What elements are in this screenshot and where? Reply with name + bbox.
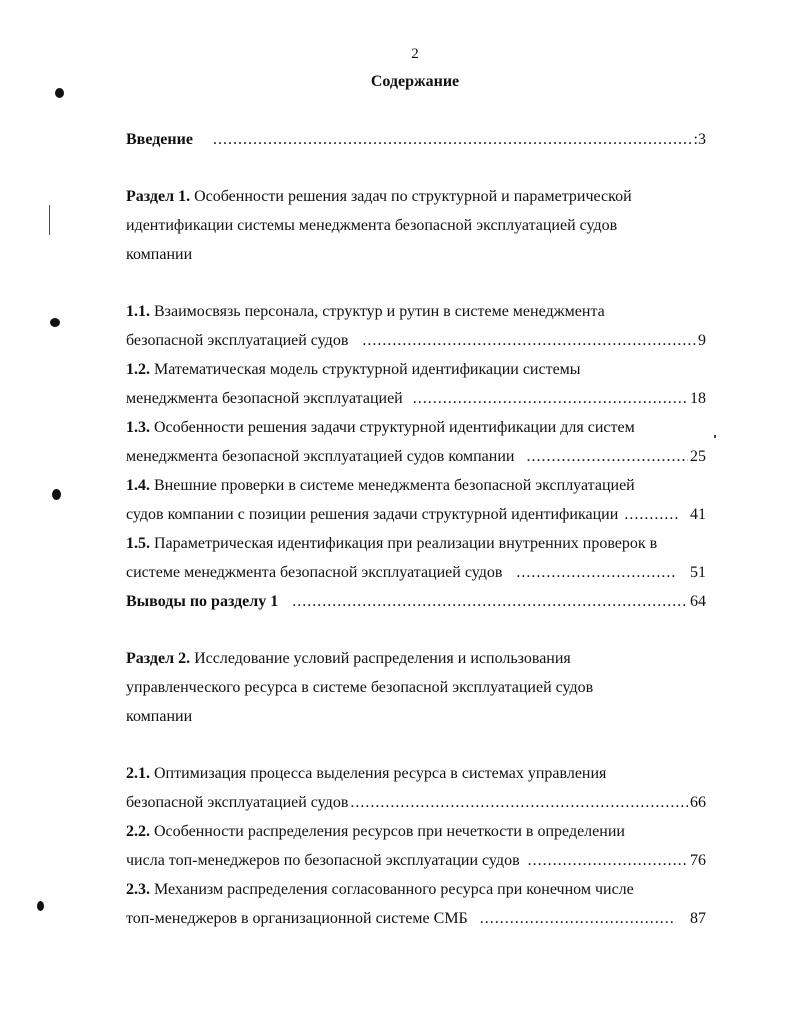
toc-entry-page: 9: [698, 332, 706, 349]
toc-entry[interactable]: [126, 793, 706, 813]
toc-entry-intro[interactable]: [126, 130, 706, 150]
toc-entry-label: судов компании с позиции решения задачи структурной идентификации: [126, 506, 619, 523]
toc-entry-page: 66: [690, 794, 706, 811]
toc-entry-page: 51: [690, 564, 706, 581]
toc-entry-label: Введение: [126, 131, 193, 148]
item-number: 2.1.: [126, 765, 150, 782]
scan-mark: [49, 205, 50, 235]
scan-speck: [37, 901, 44, 911]
toc-entry-page: 25: [690, 448, 706, 465]
dot-leader: [350, 793, 688, 813]
toc-entry-label: числа топ-менеджеров по безопасной эксплуатации судов: [126, 852, 520, 869]
toc-entry-line[interactable]: 1.3. Особенности решения задачи структурной идентификации для систем: [126, 419, 635, 436]
toc-entry-line[interactable]: 1.4. Внешние проверки в системе менеджмента безопасной эксплуатацией: [126, 477, 635, 494]
toc-entry-label: Выводы по разделу 1: [126, 593, 279, 610]
toc-entry[interactable]: [126, 851, 706, 871]
item-number: 2.3.: [126, 881, 150, 898]
toc-entry[interactable]: [126, 909, 706, 929]
section-number: Раздел 1.: [126, 188, 191, 205]
toc-entry-conclusion[interactable]: [126, 592, 706, 612]
toc-entry-line[interactable]: 2.1. Оптимизация процесса выделения ресурса в системах управления: [126, 765, 607, 782]
toc-entry-label: безопасной эксплуатацией судов: [126, 332, 349, 349]
toc-entry-label: менеджмента безопасной эксплуатацией судов компании: [126, 448, 515, 465]
toc-entry[interactable]: [126, 563, 706, 583]
toc-entry[interactable]: [126, 447, 706, 467]
toc-entry-line[interactable]: 1.2. Математическая модель структурной идентификации системы: [126, 361, 581, 378]
dot-leader: [516, 563, 676, 583]
toc-entry-page: 18: [690, 390, 706, 407]
toc-entry-label: безопасной эксплуатацией судов: [126, 794, 349, 811]
scan-speck: [52, 489, 61, 500]
dot-leader: [624, 505, 680, 525]
toc-entry-page: 87: [690, 910, 706, 927]
toc-entry-line[interactable]: 1.1. Взаимосвязь персонала, структур и рутин в системе менеджмента: [126, 303, 605, 320]
item-number: 1.2.: [126, 361, 150, 378]
toc-entry-page: :3: [693, 131, 706, 148]
dot-leader: [292, 592, 688, 612]
item-number: 1.5.: [126, 535, 150, 552]
scan-mark: [714, 435, 716, 438]
toc-entry-line[interactable]: 1.5. Параметрическая идентификация при реализации внутренних проверок в: [126, 535, 658, 552]
toc-entry[interactable]: [126, 505, 706, 525]
toc-entry-label: топ-менеджеров в организационной системе СМБ: [126, 910, 468, 927]
toc-entry-line[interactable]: 2.3. Механизм распределения согласованного ресурса при конечном числе: [126, 881, 634, 898]
dot-leader: [528, 851, 688, 871]
scan-speck: [50, 318, 60, 327]
dot-leader: [413, 389, 688, 409]
dot-leader: [480, 909, 676, 929]
dot-leader: [213, 130, 692, 150]
page-number: 2: [411, 46, 419, 62]
section-heading: Раздел 2. Исследование условий распределения и использования: [126, 650, 571, 667]
toc-entry-page: 64: [690, 593, 706, 610]
item-number: 1.4.: [126, 477, 150, 494]
toc-entry-page: 41: [690, 506, 706, 523]
section-heading-line: компании: [126, 246, 193, 263]
item-number: 2.2.: [126, 823, 150, 840]
section-number: Раздел 2.: [126, 650, 191, 667]
page-title: Содержание: [370, 73, 460, 90]
section-heading: Раздел 1. Особенности решения задач по структурной и параметрической: [126, 188, 632, 205]
toc-entry-page: 76: [690, 852, 706, 869]
toc-entry[interactable]: [126, 331, 706, 351]
section-heading-line: идентификации системы менеджмента безопасной эксплуатацией судов: [126, 217, 618, 234]
item-number: 1.1.: [126, 303, 150, 320]
dot-leader: [362, 331, 696, 351]
dot-leader: [526, 447, 688, 467]
section-heading-line: управленческого ресурса в системе безопасной эксплуатацией судов: [126, 679, 594, 696]
toc-entry-label: менеджмента безопасной эксплуатацией: [126, 390, 403, 407]
section-heading-line: компании: [126, 708, 193, 725]
toc-entry[interactable]: [126, 389, 706, 409]
item-number: 1.3.: [126, 419, 150, 436]
toc-entry-line[interactable]: 2.2. Особенности распределения ресурсов при нечеткости в определении: [126, 823, 625, 840]
toc-entry-label: системе менеджмента безопасной эксплуатацией судов: [126, 564, 503, 581]
